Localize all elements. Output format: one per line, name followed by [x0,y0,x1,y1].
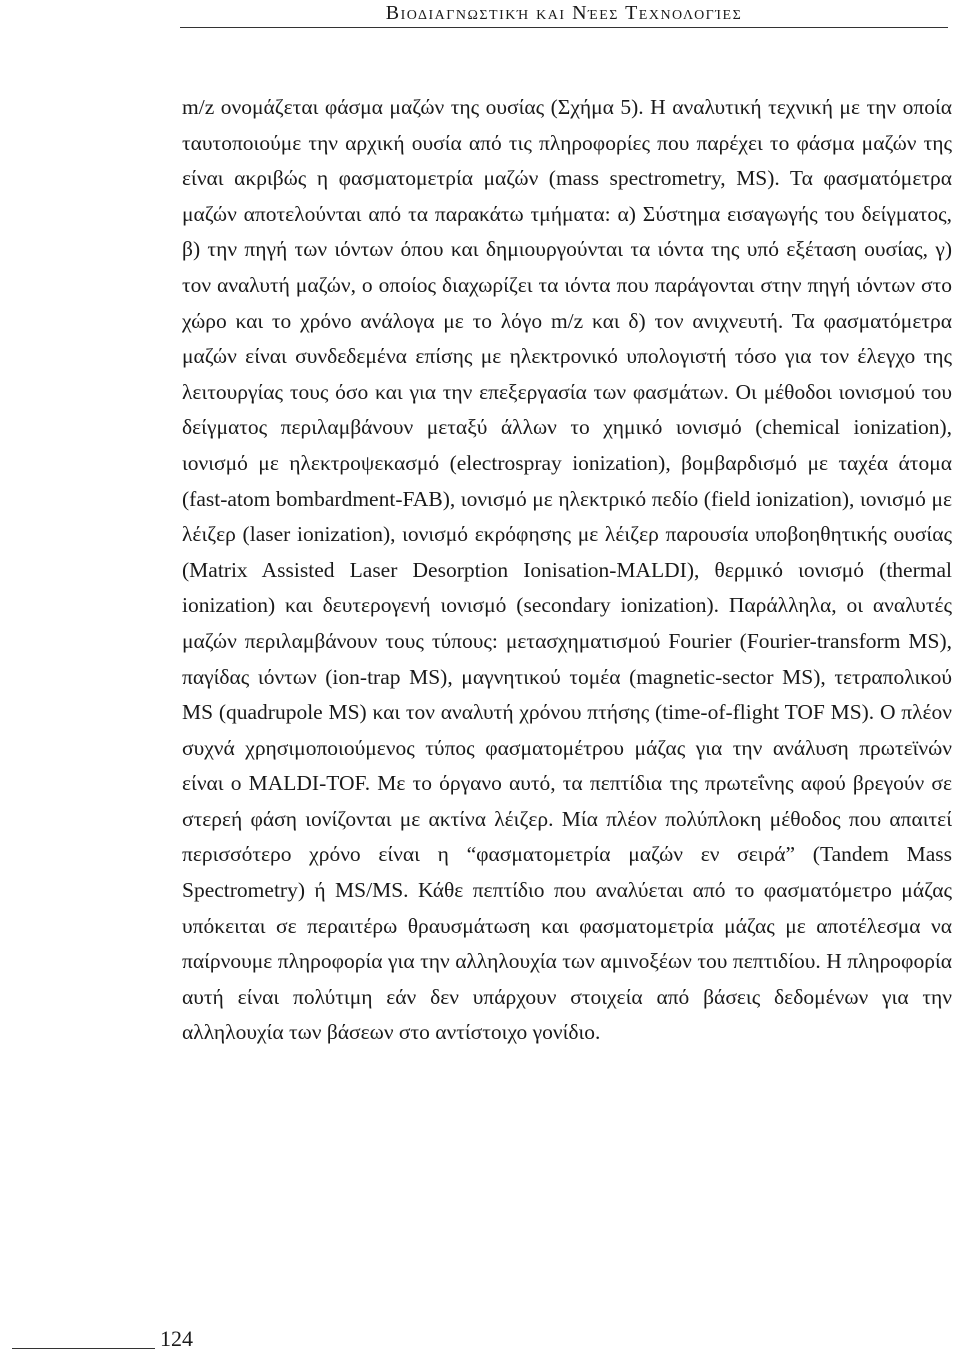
page-number: 124 [160,1326,193,1351]
footer-rule [12,1348,155,1349]
running-header: Βιοδιαγνωστική και Νέες Τεχνολογίες [385,2,743,24]
body-paragraph: m/z ονομάζεται φάσμα μαζών της ουσίας (Σχήμα 5). Η αναλυτική τεχνική με την οποία ταυτοποιούμε την αρχική ουσία από τις πληροφορίες που παρέχει το φάσμα μαζών της είναι ακριβώς η φασματομετρία μαζών (mass spectrometry, MS). Τα φασματόμετρα μαζών αποτελούνται από τα παρακάτω τμήματα: α) Σύστημα εισαγωγής του δείγματος, β) την πηγή των ιόντων όπου και δημιουργούνται τα ιόντα της υπό εξέταση ουσίας, γ) τον αναλυτή μαζών, ο οποίος διαχωρίζει τα ιόντα που παράγονται στην πηγή ιόντων στο χώρο και το χρόνο ανάλογα με το λόγο m/z και δ) τον ανιχνευτή. Τα φασματόμετρα μαζών είναι συνδεδεμένα επίσης με ηλεκτρονικό υπολογιστή τόσο για τον έλεγχο της λειτουργίας τους όσο και για την επεξεργασία των φασμάτων. Οι μέθοδοι ιονισμού του δείγματος περιλαμβάνουν μεταξύ άλλων το χημικό ιονισμό (chemical ionization), ιονισμό με ηλεκτροψεκασμό (electrospray ionization), βομβαρδισμό με ταχέα άτομα (fast-atom bombardment-FAB), ιονισμό με ηλεκτρικό πεδίο (field ionization), ιονισμό με λέιζερ (laser ionization), ιονισμό εκρόφησης με λέιζερ παρουσία υποβοηθητικής ουσίας (Matrix Assisted Laser Desorption Ionisation-MALDI), θερμικό ιονισμό (thermal ionization) και δευτερογενή ιονισμό (secondary ionization). Παράλληλα, οι αναλυτές μαζών περιλαμβάνουν τους τύπους: μετασχηματισμού Fourier (Fourier-transform MS), παγίδας ιόντων (ion-trap MS), μαγνητικού τομέα (magnetic-sector MS), τετραπολικού MS (quadrupole MS) και τον αναλυτή χρόνου πτήσης (time-of-flight TOF MS). Ο πλέον συχνά χρησιμοποιούμενος τύπος φασματομέτρου μάζας για την ανάλυση πρωτεϊνών είναι ο MALDI-TOF. Με το όργανο αυτό, τα πεπτίδια της πρωτεΐνης αφού βρεγούν σε στερεή φάση ιονίζονται με ακτίνα λέιζερ. Μία πλέον πολύπλοκη μέθοδος που απαιτεί περισσότερο χρόνο είναι η “φασματομετρία μαζών εν σειρά” (Tandem Mass Spectrometry) ή MS/MS. Κάθε πεπτίδιο που αναλύεται από το φασματόμετρο μάζας υπόκειται σε περαιτέρω θραυσμάτωση και φασματομετρία μάζας με αποτέλεσμα να παίρνουμε πληροφορία για την αλληλουχία των αμινοξέων του πεπτιδίου. Η πληροφορία αυτή είναι πολύτιμη εάν δεν υπάρχουν στοιχεία από βάσεις δεδομένων για την αλληλουχία των βάσεων στο αντίστοιχο γονίδιο. [182,95,952,1045]
header-rule [180,27,948,28]
